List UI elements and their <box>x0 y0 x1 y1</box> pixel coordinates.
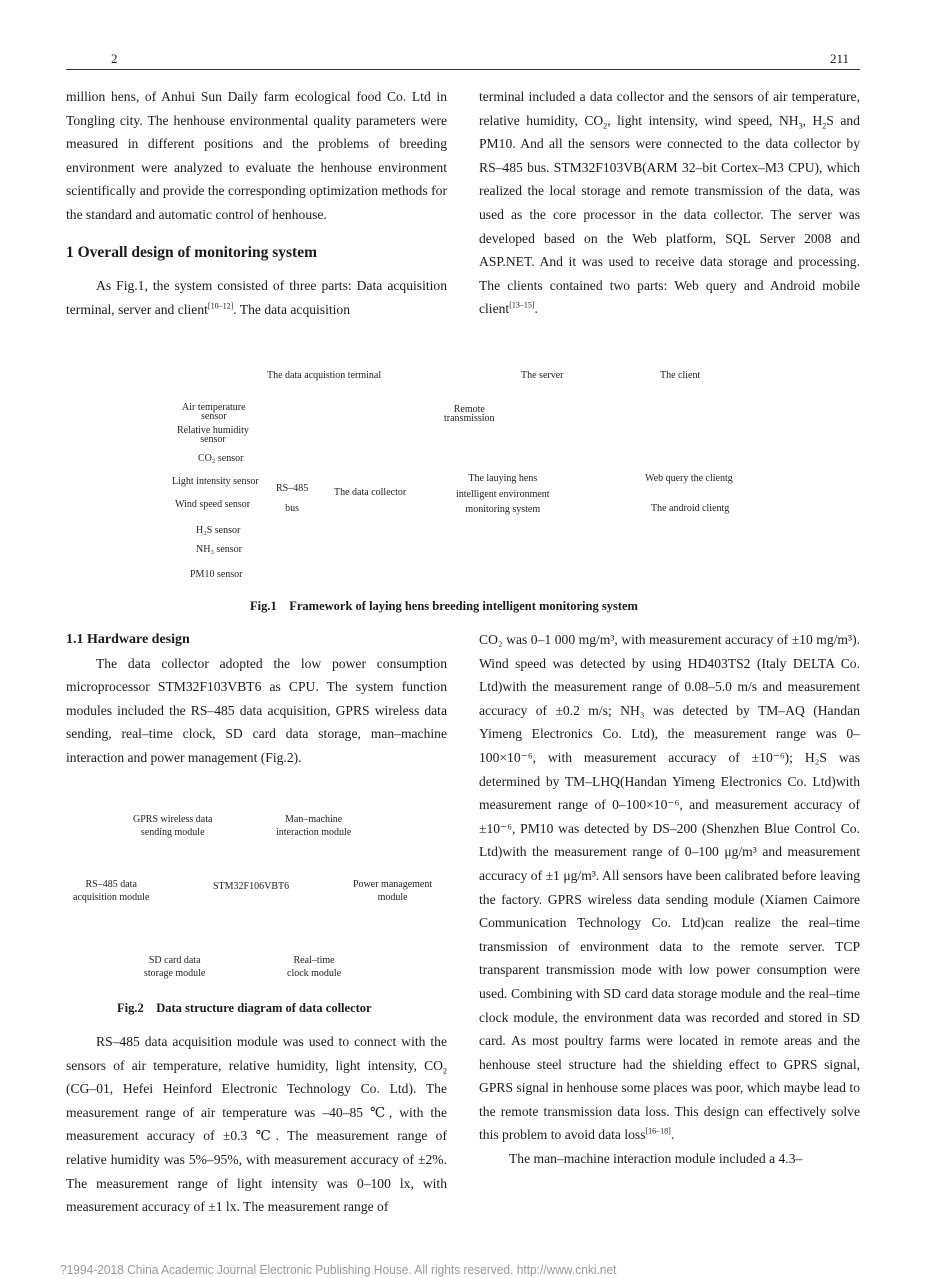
intro-paragraph: million hens, of Anhui Sun Daily farm ecological food Co. Ltd in Tongling city. The henhouse environmental quality parameters were measured in different positions and the problems of breeding environment were analyzed to evaluate the henhouse environment scientifically and provide the corresponding optimization methods for the standard and automatic control of henhouse. <box>66 89 447 222</box>
rs485-module-paragraph: RS–485 data acquisition module was used to connect with the sensors of air temperature, relative humidity, light intensity, $CO_2$ (CG–01, Hefei Heinford Electronic Technology Co. Ltd). The measurement range of air temperature was –40–85 ℃, with the measurement accuracy of ±0.3 ℃. The measurement range of relative humidity was 5%–95%, with measurement accuracy of ±2%. The measurement range of light intensity was 0–100 lx, with measurement accuracy of ±1 lx. The measurement range of <box>66 1034 447 1215</box>
citation: [10–12] <box>207 301 234 311</box>
fig1-terminal-header: The data acquistion terminal <box>267 370 382 381</box>
remote-transmission: Remote transmission <box>444 404 495 424</box>
citation: [13–15] <box>509 300 535 310</box>
citation: [16–18] <box>645 1126 671 1136</box>
sensor-relative-humidity: Relative humidity sensor <box>177 425 249 445</box>
rs485-bus: RS–485 bus <box>276 483 309 514</box>
module-man-machine: Man–machine interaction module <box>276 814 352 838</box>
right-page-number: 211 <box>830 51 850 66</box>
module-real-time-clock: Real–time clock module <box>287 955 342 979</box>
left-column-lower <box>66 1030 447 1219</box>
sensor-h2s: H₂S sensor <box>196 525 241 536</box>
sensor-air-temperature: Air temperature sensor <box>182 402 246 422</box>
sensor-nh3: NH₃ sensor <box>196 544 242 555</box>
copyright-footer: ?1994-2018 China Academic Journal Electronic Publishing House. All rights reserved. http://www.cnki.net <box>60 1262 617 1277</box>
left-column-top <box>66 85 447 321</box>
client-android: The android clientg <box>651 503 730 514</box>
cpu-stm32: STM32F106VBT6 <box>213 881 290 892</box>
monitoring-system: The lauying hens intelligent environment monitoring system <box>456 473 550 515</box>
hardware-design-section <box>66 628 447 770</box>
sensor-light-intensity: Light intensity sensor <box>172 476 259 487</box>
module-rs485: RS–485 data acquisition module <box>73 879 150 903</box>
section-heading: 1 Overall design of monitoring system <box>66 243 317 261</box>
man-machine-paragraph: The man–machine interaction module included a 4.3– <box>509 1151 803 1167</box>
figure-2-caption: Fig.2 Data structure diagram of data collector <box>117 1001 372 1015</box>
hardware-paragraph: The data collector adopted the low power consumption microprocessor STM32F103VBT6 as CPU. The system function modules included the RS–485 data acquisition, GPRS wireless data sending, real–time clock, SD card data storage, man–machine interaction and power management (Fig.2). <box>66 655 447 765</box>
fig1-server-header: The server <box>521 370 564 381</box>
header-rule <box>66 69 860 70</box>
module-gprs: GPRS wireless data sending module <box>133 814 213 838</box>
sensor-pm10: PM10 sensor <box>190 569 243 580</box>
left-page-number: 2 <box>111 51 118 66</box>
figure-1-caption: Fig.1 Framework of laying hens breeding intelligent monitoring system <box>250 599 638 613</box>
subsection-heading: 1.1 Hardware design <box>66 632 190 647</box>
module-power-management: Power management module <box>353 879 433 903</box>
data-collector: The data collector <box>334 487 407 498</box>
fig1-client-header: The client <box>660 370 701 381</box>
system-description-paragraph: terminal included a data collector and the sensors of air temperature, relative humidity, $CO_2$, light intensity, wind speed, $NH_3$, $H_2S$ and PM10. And all the sensors were connected to the data collector by RS–485 bus. STM32F103VB(ARM 32–bit Cortex–M3 CPU), which realized the local storage and remote transmission of the data, was used as the core processor in the data collector. The server was developed based on the Web platform, SQL Server 2008 and ASP.NET. And it was used to receive data storage and processing. The clients contained two parts: Web query and Android mobile client[13–15]. <box>479 89 860 317</box>
right-column-lower <box>479 628 860 1171</box>
module-sd-card: SD card data storage module <box>144 955 206 979</box>
overview-paragraph: As Fig.1, the system consisted of three parts: Data acquisition terminal, server and client[10–12]. The data acquisition <box>66 278 447 317</box>
sensor-specs-paragraph: CO₂ was 0–1 000 mg/m³, with measurement accuracy of ±10 mg/m³). Wind speed was detected by using HD403TS2 (Italy DELTA Co. Ltd)with the measurement range of 0.08–5.0 m/s and measurement accuracy of ±0.2 m/s; NH₃ was detected by TM–AQ (Handan Yimeng Electronics Co. Ltd), the measurement range was 0–100×10⁻⁶, with measurement accuracy of ±10⁻⁶); H₂S was determined by TM–LHQ(Handan Yimeng Electronics Co. Ltd)with measurement range of 0–100×10⁻⁶, and measurement accuracy of ±10⁻⁶, PM10 was detected by DS–200 (Shenzhen Blue Control Co. Ltd)with the measurement range of 0–100 μg/m³ and measurement accuracy of ±1 μg/m³. All sensors have been calibrated before leaving the factory. GPRS wireless data sending module (Xiamen Caimore Communication Technology Co. Ltd)can realize the real–time transmission of environment data to the remote server. TCP transparent transmission mode with low power consumption were used. Combining with SD card data storage module and the real–time clock module, the environment data was recorded and stored in SD card. As most poultry farms were located in remote areas and the henhouse steel structure had the shielding effect to GPRS signal, GPRS signal in henhouse some places was poor, which maybe lead to the remote transmission data loss. This design can effectively solve this problem to avoid data loss[16–18]. <box>479 632 860 1143</box>
right-column-top <box>479 85 860 321</box>
client-web-query: Web query the clientg <box>645 473 733 484</box>
sensor-co2: CO₂ sensor <box>198 453 244 464</box>
sensor-wind-speed: Wind speed sensor <box>175 499 251 510</box>
